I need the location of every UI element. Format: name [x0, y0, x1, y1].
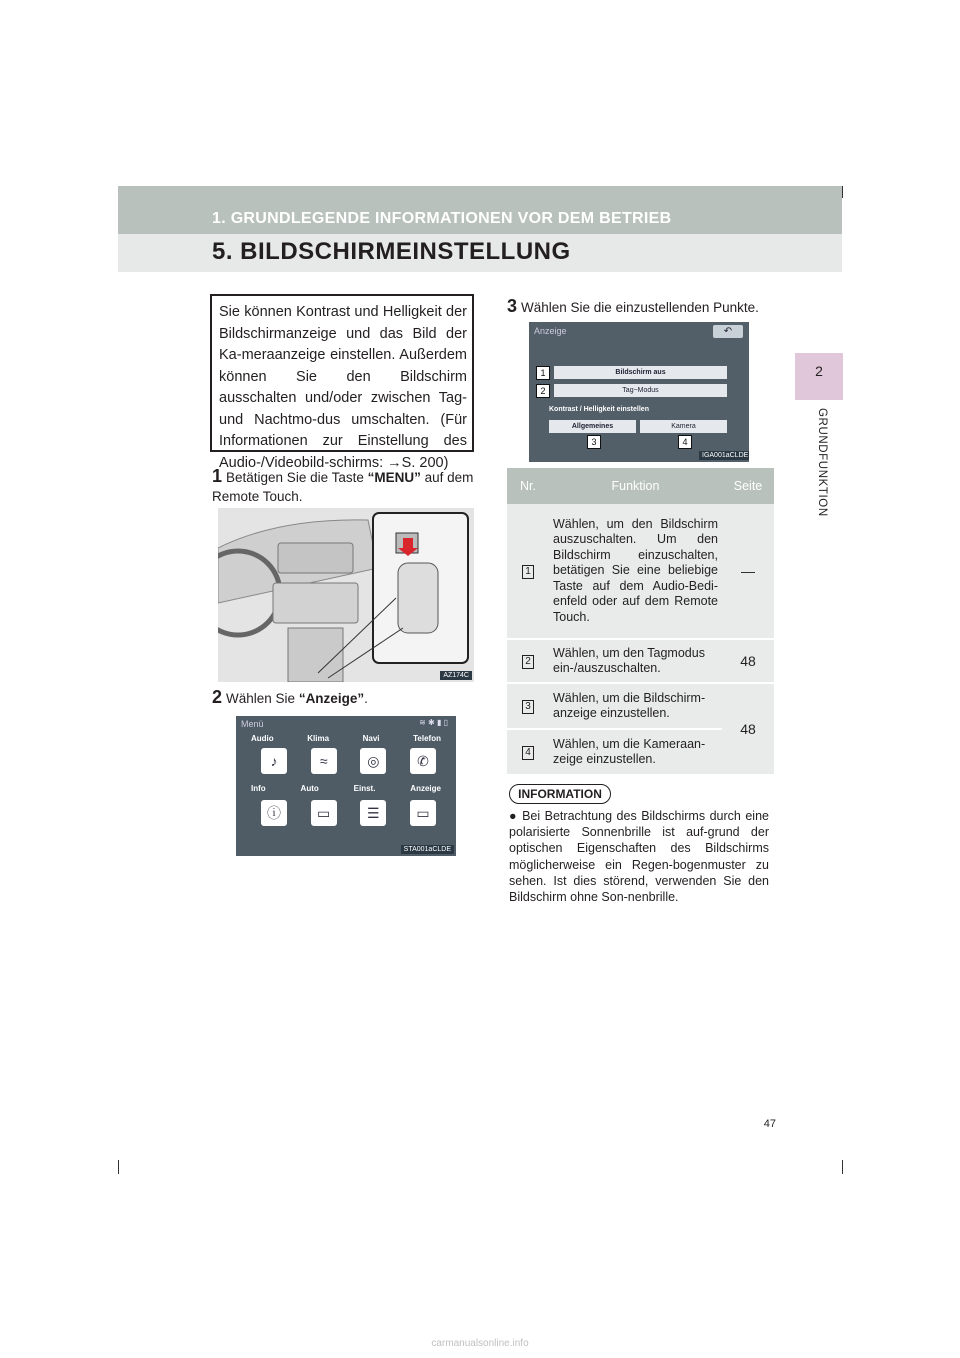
step-2 — [212, 688, 474, 708]
car-interior-drawing — [218, 508, 474, 682]
adjust-section-label: Kontrast / Helligkeit einstellen — [549, 406, 649, 413]
menu-label-auto: Auto — [300, 784, 319, 793]
row-number: 4 — [522, 746, 534, 760]
settings-icon[interactable]: ☰ — [360, 800, 386, 826]
menu-screen-title: Menü — [241, 719, 264, 729]
step-key: “Anzeige” — [298, 691, 365, 706]
marker-3: 3 — [587, 435, 601, 449]
function-table — [507, 468, 774, 776]
general-button[interactable]: Allgemeines — [549, 420, 636, 433]
info-icon[interactable]: ⓘ — [261, 800, 287, 826]
day-mode-button[interactable]: Tag−Modus — [554, 384, 727, 397]
status-icons: ≋ ✱ ▮ ▯ — [419, 718, 448, 727]
image-code: IGA001aCLDE — [699, 451, 749, 460]
row-page: 48 — [722, 683, 774, 775]
step-text: auf dem Remote Touch. — [212, 470, 474, 504]
row-page: — — [722, 504, 774, 639]
table-row — [507, 639, 774, 683]
row-page: 48 — [722, 639, 774, 683]
remote-touch-illustration — [218, 508, 474, 682]
bullet-icon: ● — [509, 809, 518, 823]
display-settings-screen — [529, 322, 749, 462]
step-number: 3 — [507, 296, 518, 316]
marker-4: 4 — [678, 435, 692, 449]
back-arrow-icon[interactable]: ↶ — [713, 325, 743, 338]
row-function: Wählen, um den Tagmodus ein-/auszuschalten. — [549, 639, 722, 683]
step-key: “MENU” — [367, 470, 421, 485]
image-code: AZ174C — [440, 671, 472, 680]
table-row — [507, 683, 774, 729]
step-number: 1 — [212, 466, 223, 486]
step-text: Wählen Sie die einzustellenden Punkte. — [521, 300, 759, 315]
chapter-number: 2 — [815, 363, 823, 379]
row-number: 1 — [522, 565, 534, 579]
image-code: STA001aCLDE — [401, 845, 454, 854]
row-function: Wählen, um die Kameraan-zeige einzustellen. — [549, 729, 722, 775]
step-3 — [507, 297, 782, 317]
menu-label-navi: Navi — [362, 734, 380, 743]
camera-button[interactable]: Kamera — [640, 420, 727, 433]
navigation-icon[interactable]: ◎ — [360, 748, 386, 774]
display-screen-title: Anzeige — [534, 326, 567, 336]
menu-label-klima: Klima — [307, 734, 330, 743]
climate-icon[interactable]: ≈ — [311, 748, 337, 774]
chapter-name: GRUNDFUNKTION — [816, 408, 828, 517]
step-number: 2 — [212, 687, 223, 707]
marker-1: 1 — [536, 366, 550, 380]
menu-label-telefon: Telefon — [413, 734, 441, 743]
menu-label-audio: Audio — [251, 734, 274, 743]
screen-off-button[interactable]: Bildschirm aus — [554, 366, 727, 379]
menu-screen — [236, 716, 456, 856]
row-function: Wählen, um die Bildschirm-anzeige einzustellen. — [549, 683, 722, 729]
page-title: 5. BILDSCHIRMEINSTELLUNG — [212, 238, 571, 265]
step-text: . — [364, 691, 368, 706]
step-text: Betätigen Sie die Taste — [226, 470, 368, 485]
column-header: Seite — [722, 468, 774, 504]
information-bullet: Bei Betrachtung des Bildschirms durch eine polarisierte Sonnenbrille ist auf-grund der optischen Eigenschaften des Bildschirms möglicherweise ein Regen-bogenmuster zu sehen. Ist dies störend, verwenden Sie den Bildschirm ohne Son-nenbrille. — [509, 809, 769, 905]
column-header: Funktion — [549, 468, 722, 504]
menu-label-info: Info — [251, 784, 266, 793]
intro-box: Sie können Kontrast und Helligkeit der Bildschirmanzeige und das Bild der Ka-meraanzeige einstellen. Außerdem können Sie den Bildschirm ausschalten und/oder zwischen Tag- und Nachtmo-dus umschalten. (Für Informationen zur Einstellung des Audio-/Videobild-schirms: →S. 200) — [210, 294, 474, 452]
table-header-row — [507, 468, 774, 504]
phone-icon[interactable]: ✆ — [410, 748, 436, 774]
marker-2: 2 — [536, 384, 550, 398]
information-badge: INFORMATION — [509, 784, 611, 804]
menu-label-einst: Einst. — [353, 784, 376, 793]
step-1 — [212, 467, 474, 506]
page-number: 47 — [763, 1118, 776, 1130]
car-icon[interactable]: ▭ — [311, 800, 337, 826]
table-row — [507, 504, 774, 639]
menu-label-anzeige: Anzeige — [410, 784, 441, 793]
footer-watermark: carmanualsonline.info — [431, 1338, 529, 1349]
column-header: Nr. — [507, 468, 549, 504]
music-note-icon[interactable]: ♪ — [261, 748, 287, 774]
display-icon[interactable]: ▭ — [410, 800, 436, 826]
row-number: 3 — [522, 700, 534, 714]
step-text: Wählen Sie — [226, 691, 299, 706]
row-function: Wählen, um den Bildschirm auszuschalten. Um den Bildschirm einzuschalten, betätigen Sie eine beliebige Taste auf dem Audio-Bedi-enfeld oder auf dem Remote Touch. — [549, 504, 722, 639]
row-number: 2 — [522, 655, 534, 669]
information-text — [509, 808, 769, 905]
section-label: 1. GRUNDLEGENDE INFORMATIONEN VOR DEM BETRIEB — [212, 210, 672, 227]
